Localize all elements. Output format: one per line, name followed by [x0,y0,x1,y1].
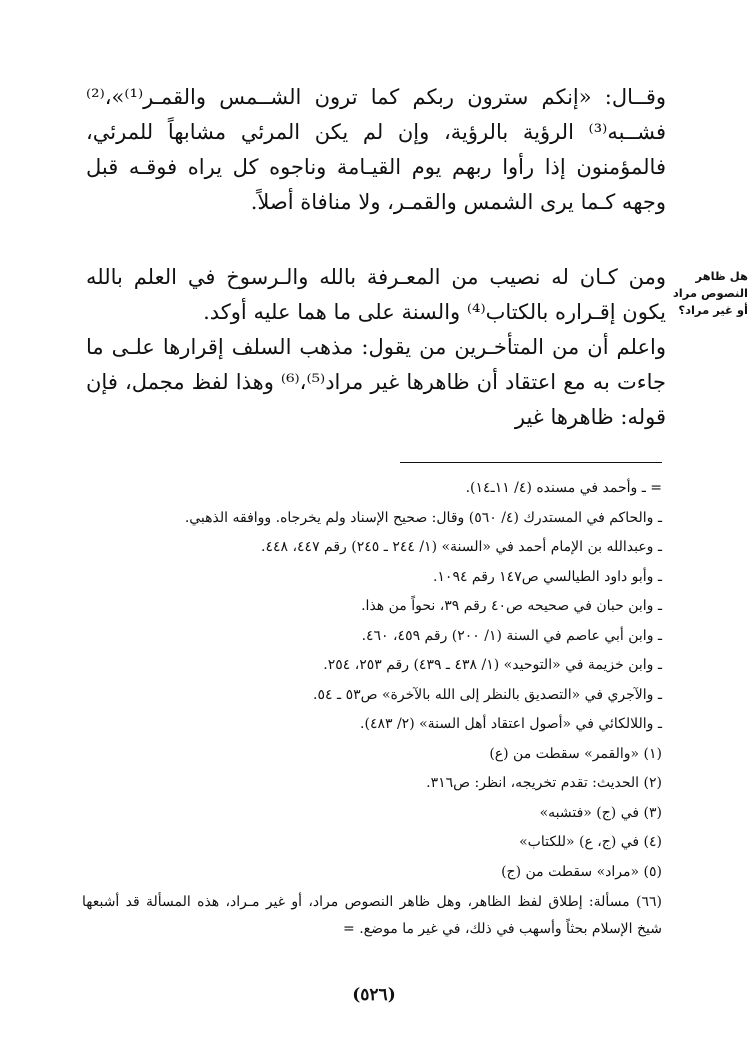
footnote-line: (٢) الحديث: تقدم تخريجه، انظر: ص٣١٦. [426,775,662,791]
footnote-line: ـ وابن خزيمة في «التوحيد» (١/ ٤٣٨ ـ ٤٣٩) رقم ٢٥٣، ٢٥٤. [323,657,662,673]
main-paragraph-2: ومن كـان له نصيب من المعـرفة بالله والـرسوخ في العلم بالله يكون إقـراره بالكتاب⁽⁴⁾ والسنة على ما هما عليه أوكد. [86,265,666,324]
footnote-line: (١) «والقمر» سقطت من (ع) [489,745,662,762]
main-paragraph-1: وقــال: «إنكم سترون ربكم كما ترون الشــمس والقمـر⁽¹⁾»،⁽²⁾ فشــبه⁽³⁾ الرؤية بالرؤية، وإن لم يكن المرئي مشابهاً للمرئي، فالمؤمنون إذا رأوا ربهم يوم القيـامة وناجوه كل يراه فوقـه قبل وجهه كـما يرى الشمس والقمـر، ولا منافاة أصلاً. [86,85,666,214]
footnote-line: ـ وابن أبي عاصم في السنة (١/ ٢٠٠) رقم ٤٥٩، ٤٦٠. [361,627,662,644]
footnote-line: ـ وعبدالله بن الإمام أحمد في «السنة» (١/ ٢٤٤ ـ ٢٤٥) رقم ٤٤٧، ٤٤٨. [261,539,662,555]
margin-side-note: هل ظاهر النصوص مراد أو غير مراد؟ [672,269,748,317]
footnote-line: ـ وابن حبان في صحيحه ص٤٠ رقم ٣٩، نحواً من هذا. [361,598,662,614]
footnotes [82,474,662,943]
footnote-line: (٦٦) مسألة: إطلاق لفظ الظاهر، وهل ظاهر النصوص مراد، أو غير مـراد، هذه المسألة قد أشبعها شيخ الإسلام بحثاً وأسهب في ذلك، في غير ما موضع. = [82,894,662,937]
footnote-line: ـ وأبو داود الطيالسي ص١٤٧ رقم ١٠٩٤. [432,568,662,585]
footnote-line: ـ والحاكم في المستدرك (٤/ ٥٦٠) وقال: صحيح الإسناد ولم يخرجاه. ووافقه الذهبي. [184,509,662,526]
footnote-line: = ـ وأحمد في مسنده (٤/ ١١ـ١٤). [465,480,662,496]
main-paragraph-3: واعلم أن من المتأخـرين من يقول: مذهب السلف إقرارها علـى ما جاءت به مع اعتقاد أن ظاهرها غير مراد⁽⁵⁾،⁽⁶⁾ وهذا لفظ مجمل، فإن قوله: ظاهرها غير [86,335,666,429]
footnote-line: ـ والآجري في «التصديق بالنظر إلى الله بالآخرة» ص٥٣ ـ ٥٤. [313,686,662,703]
footnote-separator [400,462,662,463]
footnote-line: (٥) «مراد» سقطت من (ج) [501,863,662,880]
footnote-line: ـ واللالكائي في «أصول اعتقاد أهل السنة» (٢/ ٤٨٣). [360,716,662,732]
footnote-line: (٤) في (ج، ع) «للكتاب» [519,834,662,850]
page-number: (٥٢٦) [352,985,396,1005]
footnote-line: (٣) في (ج) «فتشبه» [539,804,662,821]
